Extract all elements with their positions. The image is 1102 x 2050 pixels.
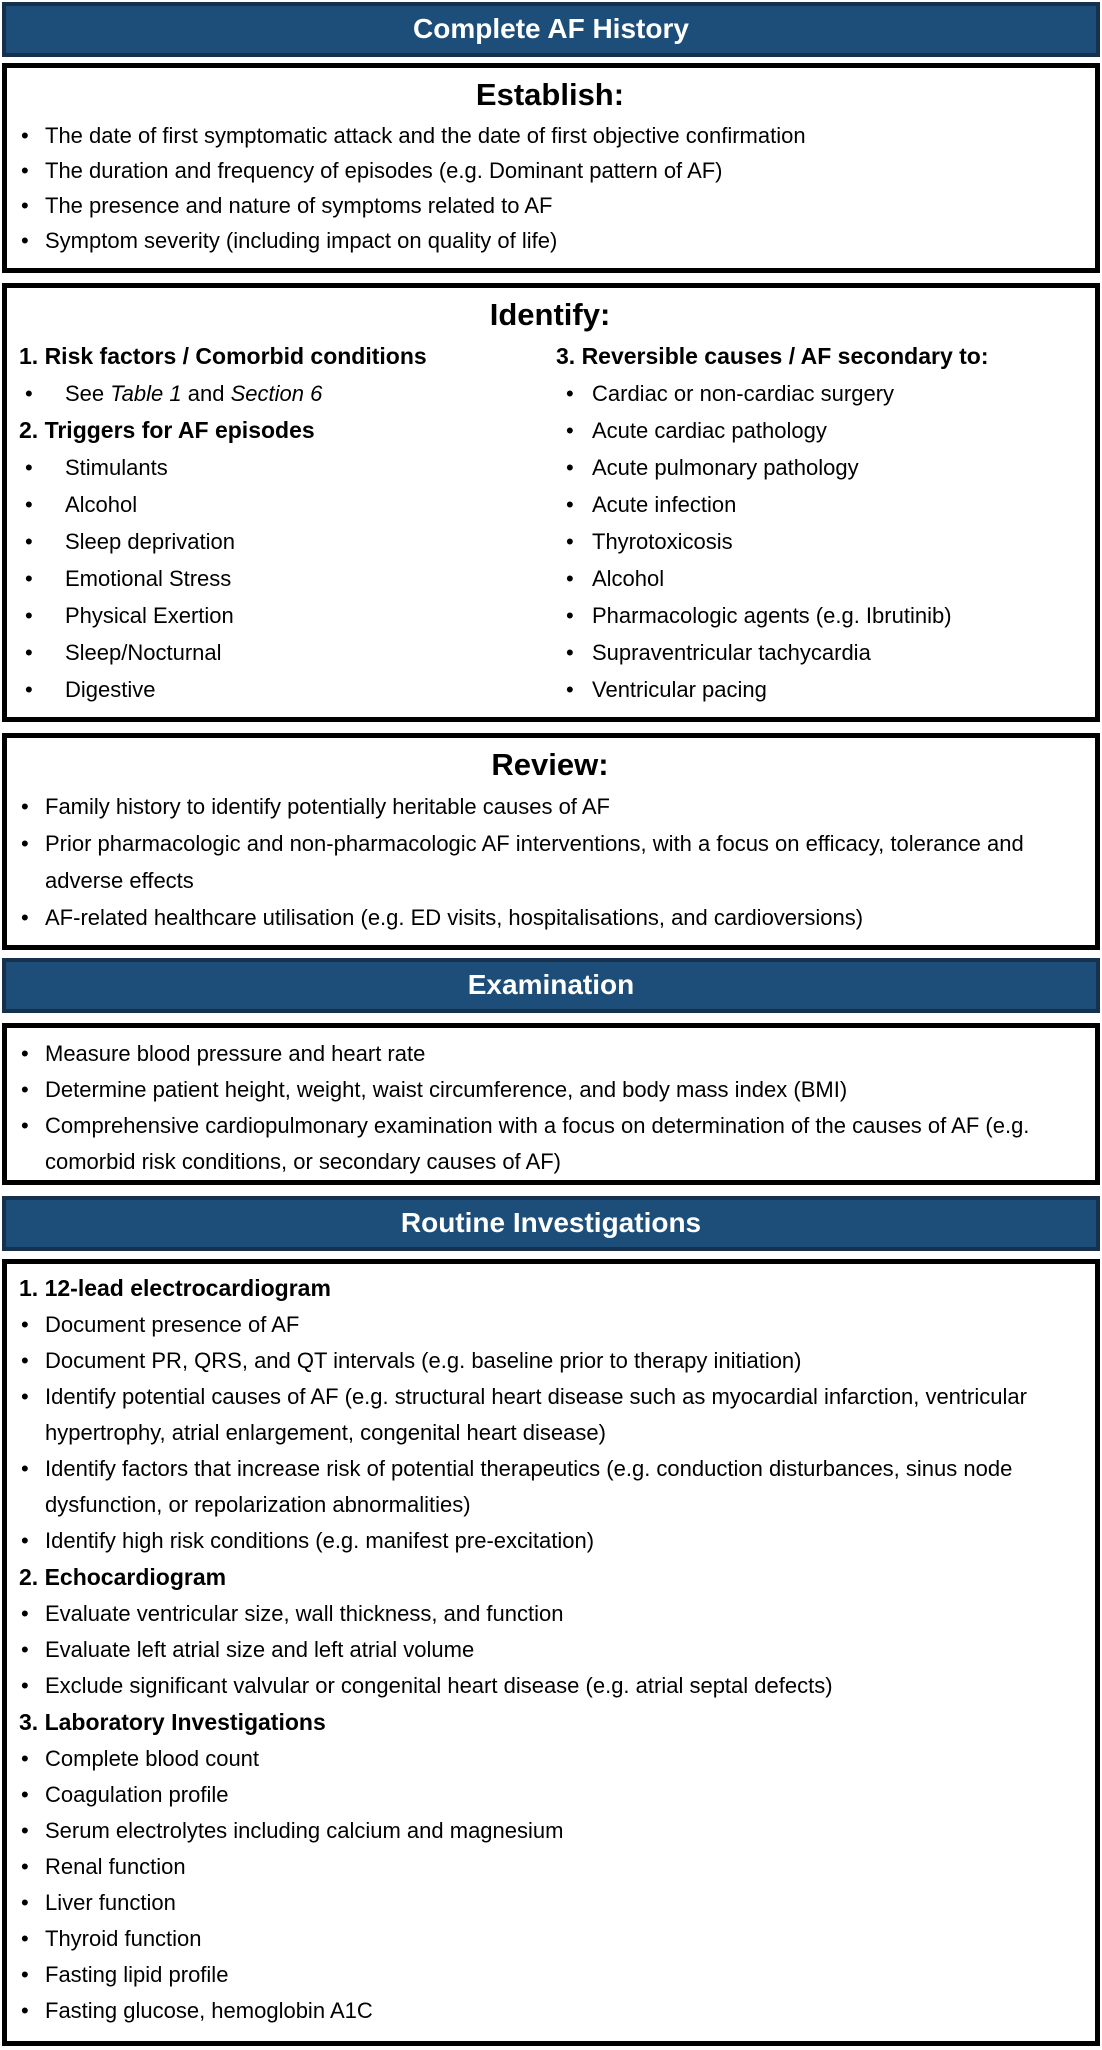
examination-item-text: Determine patient height, weight, waist circumference, and body mass index (BMI) — [45, 1077, 848, 1102]
establish-item — [19, 118, 1081, 153]
identify-title: Identify: — [489, 297, 611, 332]
identify-item — [19, 449, 550, 486]
review-item — [19, 825, 1081, 899]
identify-item — [556, 449, 1081, 486]
bullet-icon: • — [566, 529, 574, 554]
routine-item — [19, 1668, 1081, 1704]
routine-item — [19, 1451, 1081, 1523]
routine-heading-echocardiogram: 2. Echocardiogram — [19, 1564, 227, 1590]
identify-left-column — [19, 338, 550, 708]
identify-item-text: Ventricular pacing — [592, 677, 767, 702]
identify-item-text: Digestive — [65, 677, 156, 702]
routine-item-text: Exclude significant valvular or congenital heart disease (e.g. atrial septal defects) — [45, 1673, 833, 1698]
routine-item — [19, 1596, 1081, 1632]
identify-item-text: Physical Exertion — [65, 603, 234, 628]
routine-item-text: Evaluate ventricular size, wall thickness, and function — [45, 1601, 564, 1626]
identify-item — [556, 523, 1081, 560]
bullet-icon: • — [21, 1890, 29, 1915]
establish-item-text: The presence and nature of symptoms related to AF — [45, 193, 553, 218]
bullet-icon: • — [21, 1113, 29, 1138]
bullet-icon: • — [25, 603, 33, 628]
identify-item — [556, 671, 1081, 708]
routine-heading-ecg: 1. 12-lead electrocardiogram — [19, 1275, 331, 1301]
identify-item-text: Pharmacologic agents (e.g. Ibrutinib) — [592, 603, 952, 628]
banner-complete-af-history: Complete AF History — [2, 2, 1100, 57]
review-title: Review: — [491, 747, 609, 782]
bullet-icon: • — [21, 1637, 29, 1662]
bullet-icon: • — [25, 455, 33, 480]
identify-right-column — [550, 338, 1081, 708]
identify-item-text: Cardiac or non-cardiac surgery — [592, 381, 895, 406]
bullet-icon: • — [21, 1528, 29, 1553]
bullet-icon: • — [21, 123, 29, 148]
identify-item — [556, 560, 1081, 597]
identify-item — [19, 597, 550, 634]
identify-item-text: Acute cardiac pathology — [592, 418, 827, 443]
establish-title: Establish: — [475, 77, 625, 112]
identify-item — [556, 375, 1081, 412]
bullet-icon: • — [25, 640, 33, 665]
review-section — [2, 733, 1100, 950]
examination-item-text: Measure blood pressure and heart rate — [45, 1041, 426, 1066]
identify-item-text: Alcohol — [592, 566, 665, 591]
routine-item-text: Identify potential causes of AF (e.g. structural heart disease such as myocardial infarction, ventricular hypertrophy, atrial enlargement, congenital heart disease) — [45, 1384, 1027, 1445]
bullet-icon: • — [25, 566, 33, 591]
identify-item-text: Stimulants — [65, 455, 168, 480]
bullet-icon: • — [566, 381, 574, 406]
routine-item — [19, 1741, 1081, 1777]
bullet-icon: • — [21, 1384, 29, 1409]
establish-section — [2, 63, 1100, 273]
routine-item-text: Fasting lipid profile — [45, 1962, 229, 1987]
identify-item-text: Sleep/Nocturnal — [65, 640, 222, 665]
banner-examination: Examination — [2, 958, 1100, 1013]
establish-item-text: The duration and frequency of episodes (e.g. Dominant pattern of AF) — [45, 158, 723, 183]
routine-item — [19, 1307, 1081, 1343]
review-item — [19, 788, 1081, 825]
examination-item — [19, 1108, 1081, 1180]
routine-item — [19, 1993, 1081, 2029]
identify-item-text: Alcohol — [65, 492, 138, 517]
identify-item-text: Acute infection — [592, 492, 737, 517]
bullet-icon: • — [21, 1456, 29, 1481]
bullet-icon: • — [25, 529, 33, 554]
routine-investigations-section — [2, 1259, 1100, 2046]
identify-item — [556, 634, 1081, 671]
bullet-icon: • — [566, 418, 574, 443]
routine-item-text: Identify high risk conditions (e.g. manifest pre-excitation) — [45, 1528, 595, 1553]
bullet-icon: • — [21, 905, 29, 930]
routine-item-text: Document PR, QRS, and QT intervals (e.g. baseline prior to therapy initiation) — [45, 1348, 802, 1373]
examination-item-text: Comprehensive cardiopulmonary examination with a focus on determination of the causes of AF (e.g. comorbid risk conditions, or secondary causes of AF) — [45, 1113, 1030, 1174]
review-item-text: Family history to identify potentially heritable causes of AF — [45, 794, 610, 819]
identify-item — [556, 597, 1081, 634]
identify-item-text: Emotional Stress — [65, 566, 232, 591]
bullet-icon: • — [21, 158, 29, 183]
identify-item-text: Sleep deprivation — [65, 529, 236, 554]
see-text: See — [65, 381, 111, 406]
routine-item-text: Fasting glucose, hemoglobin A1C — [45, 1998, 373, 2023]
routine-item — [19, 1343, 1081, 1379]
routine-item — [19, 1813, 1081, 1849]
review-item-text: AF-related healthcare utilisation (e.g. ED visits, hospitalisations, and cardioversions) — [45, 905, 864, 930]
review-item — [19, 899, 1081, 936]
identify-item-text: Thyrotoxicosis — [592, 529, 733, 554]
routine-item — [19, 1523, 1081, 1559]
examination-item — [19, 1072, 1081, 1108]
identify-heading-triggers: 2. Triggers for AF episodes — [19, 417, 315, 443]
routine-item — [19, 1957, 1081, 1993]
routine-item-text: Document presence of AF — [45, 1312, 300, 1337]
bullet-icon: • — [21, 1077, 29, 1102]
routine-item-text: Identify factors that increase risk of potential therapeutics (e.g. conduction disturbances, sinus node dysfunction, or repolarization abnormalities) — [45, 1456, 1013, 1517]
bullet-icon: • — [21, 1348, 29, 1373]
identify-item — [19, 634, 550, 671]
routine-item-text: Coagulation profile — [45, 1782, 229, 1807]
bullet-icon: • — [21, 1673, 29, 1698]
bullet-icon: • — [21, 193, 29, 218]
bullet-icon: • — [25, 677, 33, 702]
identify-heading-risk-factors: 1. Risk factors / Comorbid conditions — [19, 343, 427, 369]
bullet-icon: • — [21, 228, 29, 253]
identify-item — [19, 523, 550, 560]
bullet-icon: • — [566, 492, 574, 517]
identify-item-text: Acute pulmonary pathology — [592, 455, 859, 480]
identify-item — [556, 412, 1081, 449]
routine-item-text: Thyroid function — [45, 1926, 202, 1951]
bullet-icon: • — [566, 677, 574, 702]
examination-item — [19, 1036, 1081, 1072]
bullet-icon: • — [25, 381, 33, 406]
identify-item — [19, 375, 550, 412]
routine-item — [19, 1849, 1081, 1885]
bullet-icon: • — [566, 566, 574, 591]
routine-item-text: Evaluate left atrial size and left atrial volume — [45, 1637, 475, 1662]
establish-item — [19, 188, 1081, 223]
bullet-icon: • — [21, 1926, 29, 1951]
routine-item-text: Renal function — [45, 1854, 186, 1879]
establish-item-text: The date of first symptomatic attack and the date of first objective confirmation — [45, 123, 806, 148]
bullet-icon: • — [21, 1601, 29, 1626]
bullet-icon: • — [21, 1818, 29, 1843]
routine-item-text: Complete blood count — [45, 1746, 260, 1771]
bullet-icon: • — [566, 640, 574, 665]
review-item-text: Prior pharmacologic and non-pharmacologic AF interventions, with a focus on efficacy, tolerance and adverse effects — [45, 831, 1024, 893]
routine-item — [19, 1777, 1081, 1813]
bullet-icon: • — [21, 1854, 29, 1879]
bullet-icon: • — [21, 1782, 29, 1807]
routine-heading-laboratory: 3. Laboratory Investigations — [19, 1709, 326, 1735]
identify-item — [556, 486, 1081, 523]
routine-item — [19, 1921, 1081, 1957]
bullet-icon: • — [566, 455, 574, 480]
establish-item — [19, 223, 1081, 258]
bullet-icon: • — [21, 1312, 29, 1337]
identify-section — [2, 283, 1100, 722]
bullet-icon: • — [21, 1041, 29, 1066]
bullet-icon: • — [566, 603, 574, 628]
routine-item — [19, 1885, 1081, 1921]
routine-item-text: Liver function — [45, 1890, 176, 1915]
identify-item — [19, 671, 550, 708]
identify-item-text — [65, 375, 550, 412]
establish-item-text: Symptom severity (including impact on quality of life) — [45, 228, 558, 253]
bullet-icon: • — [21, 1998, 29, 2023]
routine-item — [19, 1379, 1081, 1451]
see-text: and — [181, 381, 231, 406]
bullet-icon: • — [21, 1746, 29, 1771]
section-6-reference: Section 6 — [230, 381, 323, 406]
bullet-icon: • — [21, 794, 29, 819]
identify-item — [19, 560, 550, 597]
routine-item-text: Serum electrolytes including calcium and magnesium — [45, 1818, 564, 1843]
identify-item — [19, 486, 550, 523]
identify-columns — [19, 338, 1081, 708]
examination-section — [2, 1023, 1100, 1185]
banner-routine-investigations: Routine Investigations — [2, 1196, 1100, 1251]
establish-item — [19, 153, 1081, 188]
routine-item — [19, 1632, 1081, 1668]
table-1-reference: Table 1 — [110, 381, 182, 406]
identify-heading-reversible-causes: 3. Reversible causes / AF secondary to: — [556, 343, 989, 369]
bullet-icon: • — [21, 831, 29, 856]
identify-item-text: Supraventricular tachycardia — [592, 640, 871, 665]
bullet-icon: • — [25, 492, 33, 517]
bullet-icon: • — [21, 1962, 29, 1987]
